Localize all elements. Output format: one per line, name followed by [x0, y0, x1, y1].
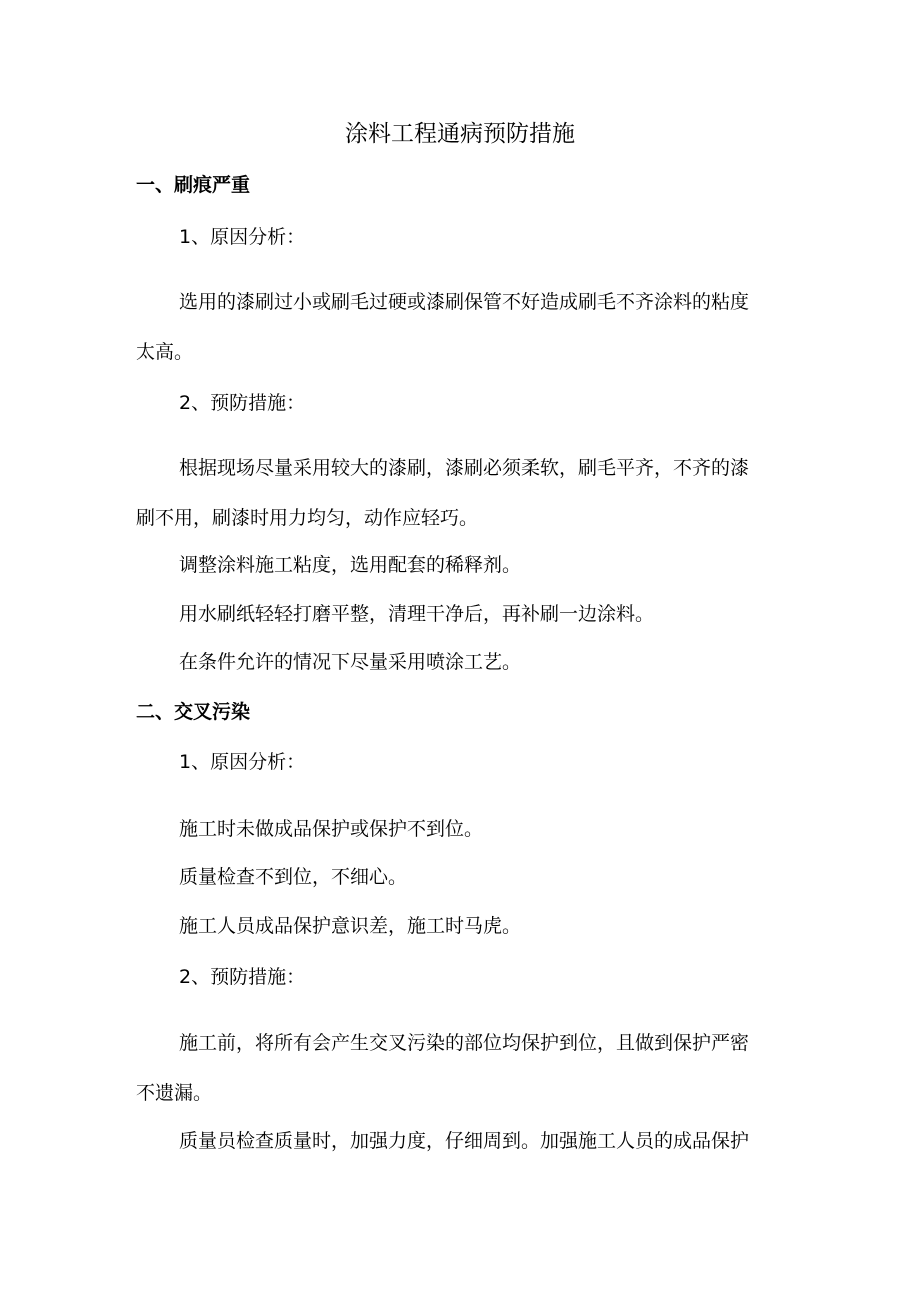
- cause-line-2: 太高。: [136, 341, 194, 363]
- section-heading-cross-contamination: 二、交叉污染: [136, 701, 251, 723]
- prevention-label: 2、预防措施：: [179, 392, 306, 414]
- cause-line-1: 选用的漆刷过小或刷毛过硬或漆刷保管不好造成刷毛不齐涂料的粘度: [179, 291, 750, 313]
- prevention-paragraph-3: 用水刷纸轻轻打磨平整，清理干净后，再补刷一边涂料。: [179, 603, 655, 625]
- prevention-2-paragraph-2: 质量员检查质量时，加强力度，仔细周到。加强施工人员的成品保护: [179, 1130, 750, 1152]
- cause-analysis-label-2: 1、原因分析：: [179, 751, 306, 773]
- prevention-paragraph-2: 调整涂料施工粘度，选用配套的稀释剂。: [179, 554, 522, 576]
- prevention-label-2: 2、预防措施：: [179, 966, 306, 988]
- document-title: 涂料工程通病预防措施: [345, 121, 575, 147]
- prevention-2-paragraph-1: [136, 1028, 786, 1108]
- cause-2-paragraph-3: 施工人员成品保护意识差，施工时马虎。: [179, 915, 522, 937]
- cause-2-paragraph-1: 施工时未做成品保护或保护不到位。: [179, 818, 484, 840]
- section-heading-brush-marks: 一、刷痕严重: [136, 174, 251, 196]
- prevention-paragraph-1: [136, 453, 786, 533]
- prevention-paragraph-4: 在条件允许的情况下尽量采用喷涂工艺。: [179, 651, 522, 673]
- cause-paragraph: [136, 287, 786, 367]
- cause-2-paragraph-2: 质量检查不到位，不细心。: [179, 866, 408, 888]
- prevention-2-1-line-1: 施工前，将所有会产生交叉污染的部位均保护到位，且做到保护严密: [179, 1032, 750, 1054]
- prevention-1-line-1: 根据现场尽量采用较大的漆刷，漆刷必须柔软，刷毛平齐，不齐的漆: [179, 457, 750, 479]
- cause-analysis-label: 1、原因分析：: [179, 226, 306, 248]
- prevention-1-line-2: 刷不用，刷漆时用力均匀，动作应轻巧。: [136, 507, 479, 529]
- prevention-2-1-line-2: 不遗漏。: [136, 1082, 213, 1104]
